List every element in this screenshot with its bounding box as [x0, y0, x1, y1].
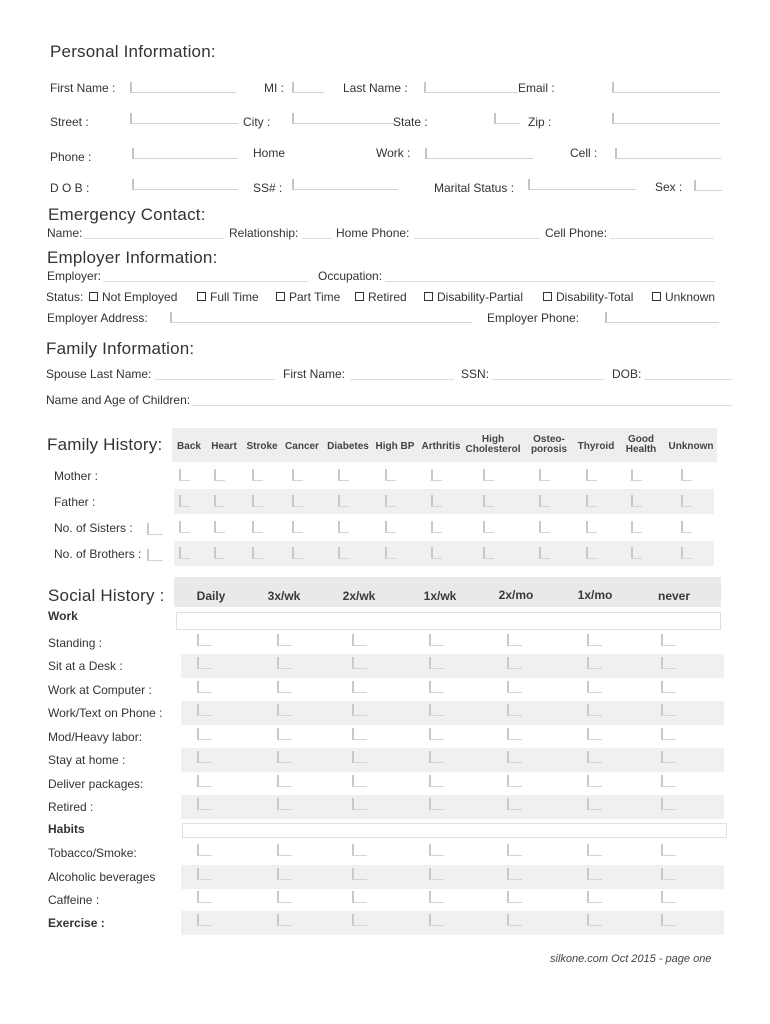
- family-history-checkbox[interactable]: [431, 495, 442, 507]
- social-history-row-band: [181, 654, 724, 678]
- family-history-checkbox[interactable]: [385, 547, 396, 559]
- emergency-contact-title: Emergency Contact:: [48, 205, 206, 224]
- family-history-checkbox[interactable]: [631, 495, 642, 507]
- social-history-checkbox[interactable]: [197, 891, 212, 903]
- family-history-checkbox[interactable]: [252, 521, 263, 533]
- emergency-cell-phone-field[interactable]: [610, 238, 714, 239]
- employer-field[interactable]: [103, 281, 308, 282]
- family-history-checkbox[interactable]: [292, 469, 303, 481]
- family-history-checkbox[interactable]: [252, 469, 263, 481]
- social-history-checkbox[interactable]: [507, 891, 522, 903]
- family-history-checkbox[interactable]: [338, 521, 349, 533]
- family-history-checkbox[interactable]: [681, 521, 692, 533]
- social-history-checkbox[interactable]: [661, 681, 676, 693]
- family-history-col-header: Thyroid: [577, 441, 615, 452]
- employer-address-field[interactable]: [170, 312, 472, 323]
- social-history-checkbox[interactable]: [197, 681, 212, 693]
- social-history-checkbox[interactable]: [277, 775, 292, 787]
- social-history-checkbox[interactable]: [507, 914, 522, 926]
- checkbox-icon: [424, 292, 433, 301]
- last-name-field[interactable]: [424, 82, 518, 93]
- social-history-checkbox[interactable]: [429, 775, 444, 787]
- email-label: Email :: [518, 81, 555, 95]
- employer-phone-label: Employer Phone:: [487, 311, 580, 325]
- social-history-checkbox[interactable]: [277, 681, 292, 693]
- social-history-checkbox[interactable]: [352, 775, 367, 787]
- social-history-checkbox[interactable]: [277, 704, 292, 716]
- family-history-checkbox[interactable]: [539, 469, 550, 481]
- dob-label: D O B :: [50, 181, 90, 195]
- social-history-row-label: Tobacco/Smoke:: [48, 846, 137, 860]
- last-name-label: Last Name :: [343, 81, 408, 95]
- family-history-checkbox[interactable]: [214, 547, 225, 559]
- cell-phone-field[interactable]: [615, 148, 721, 159]
- family-history-checkbox[interactable]: [338, 469, 349, 481]
- family-history-checkbox[interactable]: [385, 521, 396, 533]
- family-history-col-header: Arthritis: [421, 441, 461, 452]
- social-history-checkbox[interactable]: [429, 914, 444, 926]
- employer-info-title: Employer Information:: [47, 248, 218, 267]
- social-history-checkbox[interactable]: [507, 844, 522, 856]
- social-history-col-header: 2x/wk: [342, 589, 376, 603]
- family-history-checkbox[interactable]: [431, 469, 442, 481]
- social-history-checkbox[interactable]: [197, 657, 212, 669]
- social-history-checkbox[interactable]: [197, 798, 212, 810]
- social-history-row-band: [181, 748, 724, 772]
- family-history-col-header: High Cholesterol: [465, 434, 521, 455]
- family-history-checkbox[interactable]: [214, 495, 225, 507]
- social-history-row-label: Work at Computer :: [48, 683, 152, 697]
- social-history-row-label: Mod/Heavy labor:: [48, 730, 143, 744]
- family-history-checkbox[interactable]: [179, 521, 190, 533]
- family-history-col-header: Heart: [211, 441, 237, 452]
- spouse-last-name-label: Spouse Last Name:: [46, 367, 152, 381]
- social-history-col-header: 1x/wk: [423, 589, 457, 603]
- social-history-checkbox[interactable]: [429, 844, 444, 856]
- social-history-row-label: Sit at a Desk :: [48, 659, 123, 673]
- social-history-checkbox[interactable]: [352, 634, 367, 646]
- social-history-checkbox[interactable]: [352, 868, 367, 880]
- habits-heading-row: [182, 823, 727, 838]
- social-history-row-band: [181, 911, 724, 935]
- social-history-checkbox[interactable]: [587, 681, 602, 693]
- social-history-checkbox[interactable]: [352, 914, 367, 926]
- social-history-checkbox[interactable]: [277, 891, 292, 903]
- family-history-checkbox[interactable]: [214, 521, 225, 533]
- social-history-checkbox[interactable]: [587, 728, 602, 740]
- family-history-checkbox[interactable]: [681, 495, 692, 507]
- employment-status-label: Status:: [46, 290, 84, 304]
- social-history-checkbox[interactable]: [661, 634, 676, 646]
- family-info-title: Family Information:: [46, 339, 195, 358]
- social-history-checkbox[interactable]: [197, 728, 212, 740]
- sex-label: Sex :: [655, 180, 683, 194]
- social-history-checkbox[interactable]: [661, 798, 676, 810]
- zip-label: Zip :: [528, 115, 552, 129]
- work-phone-field[interactable]: [425, 148, 533, 159]
- social-history-checkbox[interactable]: [352, 681, 367, 693]
- family-history-checkbox[interactable]: [338, 495, 349, 507]
- spouse-last-name-field[interactable]: [155, 379, 275, 380]
- zip-field[interactable]: [612, 113, 720, 124]
- family-history-col-header: Stroke: [246, 441, 278, 452]
- work-heading: Work: [48, 609, 78, 623]
- social-history-checkbox[interactable]: [429, 657, 444, 669]
- social-history-checkbox[interactable]: [587, 704, 602, 716]
- family-history-checkbox[interactable]: [631, 547, 642, 559]
- city-label: City :: [243, 115, 271, 129]
- social-history-checkbox[interactable]: [352, 704, 367, 716]
- social-history-col-header: 2x/mo: [498, 588, 534, 602]
- footer-text: silkone.com Oct 2015 - page one: [550, 953, 712, 965]
- social-history-checkbox[interactable]: [507, 704, 522, 716]
- family-history-checkbox[interactable]: [252, 547, 263, 559]
- status-part-time[interactable]: Part Time: [276, 290, 340, 304]
- family-history-checkbox[interactable]: [483, 521, 494, 533]
- social-history-checkbox[interactable]: [429, 704, 444, 716]
- social-history-checkbox[interactable]: [587, 657, 602, 669]
- family-history-checkbox[interactable]: [179, 495, 190, 507]
- social-history-checkbox[interactable]: [661, 728, 676, 740]
- social-history-checkbox[interactable]: [352, 657, 367, 669]
- spouse-first-name-label: First Name:: [283, 367, 346, 381]
- marital-status-label: Marital Status :: [434, 181, 515, 195]
- family-history-col-header: Good Health: [625, 434, 657, 455]
- family-history-col-header: Osteo- porosis: [530, 434, 568, 455]
- ssn-field[interactable]: [292, 179, 398, 190]
- sibling-count-field[interactable]: [147, 523, 163, 535]
- social-history-checkbox[interactable]: [197, 844, 212, 856]
- occupation-label: Occupation:: [318, 269, 383, 283]
- checkbox-icon: [276, 292, 285, 301]
- social-history-row-label: Caffeine :: [48, 893, 100, 907]
- family-history-checkbox[interactable]: [179, 469, 190, 481]
- personal-info-title: Personal Information:: [50, 42, 216, 61]
- social-history-checkbox[interactable]: [429, 868, 444, 880]
- checkbox-icon: [197, 292, 206, 301]
- social-history-checkbox[interactable]: [661, 868, 676, 880]
- mi-label: MI :: [264, 81, 284, 95]
- family-history-checkbox[interactable]: [586, 495, 597, 507]
- spouse-dob-label: DOB:: [612, 367, 642, 381]
- dob-field[interactable]: [132, 179, 238, 190]
- marital-status-field[interactable]: [528, 179, 636, 190]
- social-history-checkbox[interactable]: [507, 798, 522, 810]
- social-history-checkbox[interactable]: [507, 728, 522, 740]
- family-history-col-header: Diabetes: [327, 441, 369, 452]
- family-history-col-header: Unknown: [668, 441, 714, 452]
- social-history-col-header: 3x/wk: [267, 589, 301, 603]
- social-history-checkbox[interactable]: [429, 634, 444, 646]
- social-history-checkbox[interactable]: [277, 798, 292, 810]
- social-history-checkbox[interactable]: [277, 844, 292, 856]
- social-history-checkbox[interactable]: [587, 891, 602, 903]
- family-history-col-header: Cancer: [285, 441, 319, 452]
- social-history-checkbox[interactable]: [197, 868, 212, 880]
- emergency-name-field[interactable]: [84, 238, 224, 239]
- emergency-home-phone-label: Home Phone:: [336, 226, 410, 240]
- social-history-row-band: [181, 795, 724, 819]
- social-history-checkbox[interactable]: [352, 844, 367, 856]
- status-unknown[interactable]: Unknown: [652, 290, 715, 304]
- spouse-ssn-field[interactable]: [492, 379, 604, 380]
- family-history-checkbox[interactable]: [179, 547, 190, 559]
- family-history-checkbox[interactable]: [586, 469, 597, 481]
- social-history-checkbox[interactable]: [277, 751, 292, 763]
- street-label: Street :: [50, 115, 89, 129]
- social-history-checkbox[interactable]: [277, 634, 292, 646]
- employer-phone-field[interactable]: [605, 312, 719, 323]
- social-history-checkbox[interactable]: [352, 728, 367, 740]
- family-history-checkbox[interactable]: [292, 547, 303, 559]
- spouse-first-name-field[interactable]: [350, 379, 454, 380]
- social-history-row-label: Alcoholic beverages: [48, 870, 156, 884]
- family-history-checkbox[interactable]: [431, 547, 442, 559]
- social-history-checkbox[interactable]: [661, 775, 676, 787]
- status-retired[interactable]: Retired: [355, 290, 407, 304]
- family-history-checkbox[interactable]: [431, 521, 442, 533]
- state-field[interactable]: [494, 113, 520, 124]
- employer-address-label: Employer Address:: [47, 311, 148, 325]
- social-history-row-label: Standing :: [48, 636, 103, 650]
- first-name-field[interactable]: [130, 82, 236, 93]
- social-history-checkbox[interactable]: [277, 657, 292, 669]
- social-history-checkbox[interactable]: [352, 891, 367, 903]
- social-history-checkbox[interactable]: [661, 657, 676, 669]
- social-history-checkbox[interactable]: [507, 775, 522, 787]
- children-field[interactable]: [192, 405, 732, 406]
- family-history-row-label: No. of Sisters :: [54, 521, 133, 535]
- social-history-checkbox[interactable]: [507, 634, 522, 646]
- social-history-row-label: Stay at home :: [48, 753, 126, 767]
- status-full-time[interactable]: Full Time: [197, 290, 259, 304]
- social-history-row-label: Work/Text on Phone :: [48, 706, 163, 720]
- checkbox-icon: [89, 292, 98, 301]
- sex-field[interactable]: [694, 180, 722, 191]
- social-history-checkbox[interactable]: [429, 891, 444, 903]
- social-history-row-band: [181, 865, 724, 889]
- social-history-checkbox[interactable]: [429, 681, 444, 693]
- family-history-row-label: Mother :: [54, 469, 99, 483]
- family-history-col-header: Back: [177, 441, 201, 452]
- street-field[interactable]: [130, 113, 238, 124]
- social-history-checkbox[interactable]: [661, 844, 676, 856]
- city-field[interactable]: [292, 113, 394, 124]
- family-history-checkbox[interactable]: [483, 547, 494, 559]
- family-history-checkbox[interactable]: [539, 495, 550, 507]
- work-heading-row: [176, 612, 721, 630]
- status-disability-total[interactable]: Disability-Total: [543, 290, 633, 304]
- social-history-checkbox[interactable]: [587, 751, 602, 763]
- family-history-checkbox[interactable]: [631, 469, 642, 481]
- family-history-checkbox[interactable]: [539, 521, 550, 533]
- social-history-checkbox[interactable]: [197, 775, 212, 787]
- family-history-checkbox[interactable]: [292, 521, 303, 533]
- social-history-checkbox[interactable]: [661, 891, 676, 903]
- family-history-checkbox[interactable]: [586, 521, 597, 533]
- social-history-checkbox[interactable]: [587, 798, 602, 810]
- social-history-checkbox[interactable]: [197, 634, 212, 646]
- spouse-dob-field[interactable]: [644, 379, 732, 380]
- checkbox-icon: [543, 292, 552, 301]
- social-history-checkbox[interactable]: [277, 868, 292, 880]
- social-history-checkbox[interactable]: [507, 868, 522, 880]
- social-history-title: Social History :: [48, 586, 165, 605]
- work-phone-label: Work :: [376, 146, 411, 160]
- social-history-col-header: Daily: [196, 589, 226, 603]
- first-name-label: First Name :: [50, 81, 116, 95]
- family-history-title: Family History:: [47, 435, 163, 454]
- emergency-cell-phone-label: Cell Phone:: [545, 226, 608, 240]
- social-history-checkbox[interactable]: [197, 751, 212, 763]
- social-history-row-label: Exercise :: [48, 916, 105, 930]
- status-disability-partial[interactable]: Disability-Partial: [424, 290, 523, 304]
- family-history-checkbox[interactable]: [681, 547, 692, 559]
- emergency-name-label: Name:: [47, 226, 83, 240]
- home-label: Home: [253, 146, 286, 160]
- social-history-checkbox[interactable]: [197, 704, 212, 716]
- relationship-label: Relationship:: [229, 226, 299, 240]
- habits-heading: Habits: [48, 822, 85, 836]
- social-history-col-header: 1x/mo: [577, 588, 613, 602]
- social-history-checkbox[interactable]: [507, 681, 522, 693]
- email-field[interactable]: [612, 82, 720, 93]
- social-history-checkbox[interactable]: [507, 657, 522, 669]
- family-history-checkbox[interactable]: [483, 495, 494, 507]
- social-history-checkbox[interactable]: [507, 751, 522, 763]
- cell-label: Cell :: [570, 146, 598, 160]
- family-history-checkbox[interactable]: [586, 547, 597, 559]
- sibling-count-field[interactable]: [147, 549, 163, 561]
- phone-label: Phone :: [50, 150, 92, 164]
- social-history-checkbox[interactable]: [429, 728, 444, 740]
- family-history-checkbox[interactable]: [292, 495, 303, 507]
- emergency-home-phone-field[interactable]: [414, 238, 540, 239]
- family-history-checkbox[interactable]: [252, 495, 263, 507]
- mi-field[interactable]: [292, 82, 324, 93]
- family-history-checkbox[interactable]: [385, 495, 396, 507]
- family-history-checkbox[interactable]: [214, 469, 225, 481]
- checkbox-icon: [652, 292, 661, 301]
- social-history-row-label: Retired :: [48, 800, 94, 814]
- family-history-checkbox[interactable]: [385, 469, 396, 481]
- family-history-row-label: No. of Brothers :: [54, 547, 142, 561]
- social-history-checkbox[interactable]: [352, 751, 367, 763]
- family-history-checkbox[interactable]: [483, 469, 494, 481]
- family-history-checkbox[interactable]: [338, 547, 349, 559]
- spouse-ssn-label: SSN:: [461, 367, 490, 381]
- social-history-checkbox[interactable]: [197, 914, 212, 926]
- employer-label: Employer:: [47, 269, 102, 283]
- checkbox-icon: [355, 292, 364, 301]
- family-history-checkbox[interactable]: [539, 547, 550, 559]
- social-history-checkbox[interactable]: [277, 728, 292, 740]
- social-history-checkbox[interactable]: [587, 844, 602, 856]
- social-history-checkbox[interactable]: [352, 798, 367, 810]
- children-label: Name and Age of Children:: [46, 393, 191, 407]
- social-history-checkbox[interactable]: [587, 868, 602, 880]
- social-history-row-band: [181, 701, 724, 725]
- relationship-field[interactable]: [302, 238, 332, 239]
- social-history-checkbox[interactable]: [587, 914, 602, 926]
- ssn-label: SS# :: [253, 181, 283, 195]
- family-history-checkbox[interactable]: [631, 521, 642, 533]
- family-history-checkbox[interactable]: [681, 469, 692, 481]
- social-history-checkbox[interactable]: [661, 751, 676, 763]
- social-history-checkbox[interactable]: [429, 798, 444, 810]
- social-history-checkbox[interactable]: [661, 914, 676, 926]
- social-history-checkbox[interactable]: [587, 775, 602, 787]
- social-history-row-label: Deliver packages:: [48, 777, 144, 791]
- occupation-field[interactable]: [385, 281, 715, 282]
- social-history-col-header: never: [657, 589, 691, 603]
- social-history-checkbox[interactable]: [277, 914, 292, 926]
- social-history-checkbox[interactable]: [587, 634, 602, 646]
- social-history-checkbox[interactable]: [429, 751, 444, 763]
- family-history-row-label: Father :: [54, 495, 96, 509]
- status-not-employed[interactable]: Not Employed: [89, 290, 177, 304]
- state-label: State :: [393, 115, 428, 129]
- social-history-checkbox[interactable]: [661, 704, 676, 716]
- home-phone-field[interactable]: [132, 148, 238, 159]
- family-history-col-header: High BP: [375, 441, 415, 452]
